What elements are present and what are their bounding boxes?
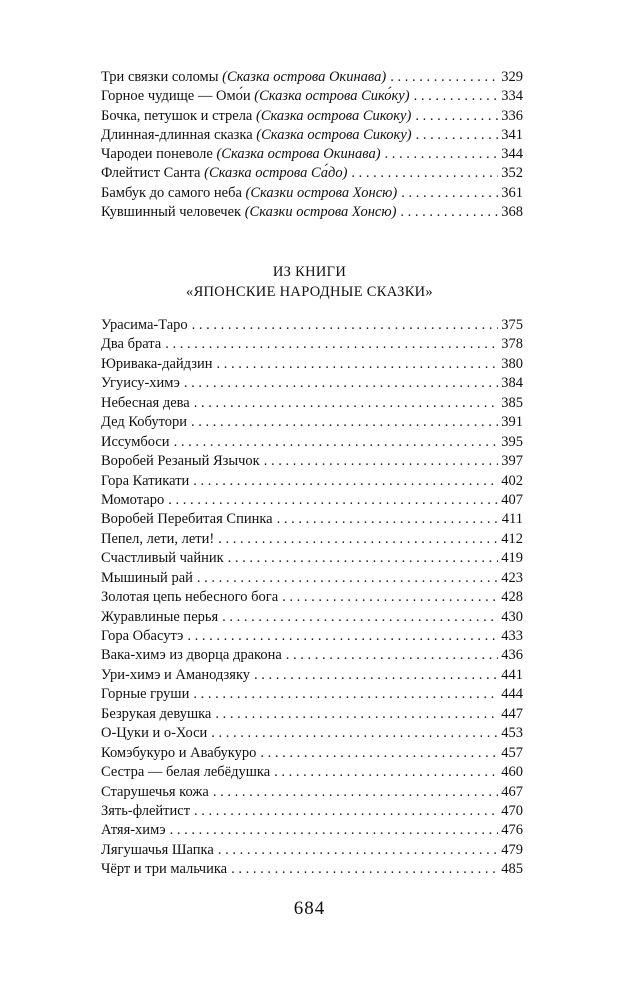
- dot-leader: [415, 107, 498, 126]
- entry-title: Урасима-Таро: [101, 317, 188, 333]
- entry-page-number: 395: [501, 433, 523, 450]
- toc-entry: [101, 433, 523, 452]
- entry-page-number: 368: [501, 204, 523, 221]
- dot-leader: [215, 705, 498, 724]
- entry-title: Гора Обасутэ: [101, 628, 184, 644]
- entry-title: Мышиный рай: [101, 569, 193, 586]
- entry-title: Момотаро: [101, 491, 165, 508]
- dot-leader: [385, 145, 499, 164]
- entry-page-number: 460: [501, 764, 523, 781]
- entry-page-number: 407: [501, 491, 523, 508]
- entry-page-number: 412: [501, 530, 523, 547]
- toc-entry: [101, 316, 523, 335]
- toc-entry: [101, 491, 523, 510]
- toc-entry: [101, 530, 523, 549]
- entry-title: Пепел, лети, лети!: [101, 530, 215, 547]
- dot-leader: [193, 685, 498, 704]
- entry-page-number: 441: [501, 666, 523, 683]
- entry-title: Горное чудище — Омо́и (Сказка острова Сико́ку): [101, 88, 410, 105]
- dot-leader: [193, 472, 498, 491]
- entry-page-number: 476: [501, 822, 523, 839]
- toc-entry: [101, 413, 523, 432]
- dot-leader: [165, 335, 498, 354]
- entry-title: Гора Катикати: [101, 472, 190, 489]
- entry-page-number: 485: [501, 861, 523, 878]
- dot-leader: [216, 355, 498, 374]
- toc-list-top: [101, 68, 523, 222]
- dot-leader: [192, 316, 499, 335]
- entry-title: Журавлиные перья: [101, 608, 219, 625]
- toc-entry: [101, 588, 523, 607]
- dot-leader: [168, 491, 498, 510]
- toc-entry: [101, 627, 523, 646]
- toc-entry: [101, 164, 523, 183]
- entry-subtitle: (Сказка острова Сико́ку): [254, 88, 410, 105]
- entry-page-number: 444: [501, 686, 523, 703]
- entry-title: Иссумбоси: [101, 433, 170, 450]
- toc-entry: [101, 860, 523, 879]
- dot-leader: [191, 413, 498, 432]
- entry-page-number: 467: [501, 783, 523, 800]
- entry-title: Воробей Перебитая Спинка: [101, 511, 273, 528]
- entry-page-number: 402: [501, 472, 523, 489]
- toc-entry: [101, 646, 523, 665]
- entry-page-number: 457: [501, 744, 523, 761]
- entry-page-number: 411: [501, 511, 523, 528]
- toc-entry: [101, 87, 523, 106]
- entry-page-number: 385: [501, 394, 523, 411]
- dot-leader: [174, 433, 499, 452]
- toc-entry: [101, 763, 523, 782]
- entry-title: Лягушачья Шапка: [101, 841, 214, 858]
- entry-title: Юривака-дайдзин: [101, 355, 213, 372]
- entry-title: Угуису-химэ: [101, 375, 180, 392]
- entry-title: Атяя-химэ: [101, 822, 166, 839]
- entry-title: Длинная-длинная сказка (Сказка острова Сикоку): [101, 126, 412, 143]
- toc-list-bottom: [101, 316, 523, 880]
- dot-leader: [264, 452, 499, 471]
- entry-title: Комэбукуро и Авабукуро: [101, 744, 257, 761]
- entry-subtitle: (Сказки острова Хонсю): [244, 204, 397, 221]
- entry-page-number: 423: [501, 569, 523, 586]
- entry-title: Зять-флейтист: [101, 802, 191, 819]
- toc-entry: [101, 802, 523, 821]
- toc-entry: [101, 724, 523, 743]
- toc-entry: [101, 685, 523, 704]
- entry-page-number: 397: [501, 453, 523, 470]
- entry-title: Бамбук до самого неба (Сказки острова Хонсю): [101, 184, 398, 201]
- dot-leader: [416, 126, 499, 145]
- toc-entry: [101, 841, 523, 860]
- toc-entry: [101, 472, 523, 491]
- dot-leader: [260, 744, 498, 763]
- entry-title: Кувшинный человечек (Сказки острова Хонсю): [101, 204, 397, 221]
- dot-leader: [254, 666, 498, 685]
- entry-title: Сестра — белая лебёдушка: [101, 764, 271, 781]
- entry-title: Бочка, петушок и стрела (Сказка острова Сикоку): [101, 107, 412, 124]
- entry-page-number: 470: [501, 802, 523, 819]
- entry-title: О-Цуки и о-Хоси: [101, 725, 208, 742]
- entry-title: Счастливый чайник: [101, 550, 224, 567]
- entry-title: Ури-химэ и Аманодзяку: [101, 666, 251, 683]
- entry-title: Чёрт и три мальчика: [101, 861, 228, 878]
- dot-leader: [184, 374, 498, 393]
- entry-page-number: 391: [501, 414, 523, 431]
- toc-entry: [101, 335, 523, 354]
- entry-title: Вака-химэ из дворца дракона: [101, 647, 282, 664]
- dot-leader: [228, 549, 499, 568]
- toc-entry: [101, 549, 523, 568]
- entry-page-number: 453: [501, 725, 523, 742]
- dot-leader: [400, 203, 498, 222]
- toc-entry: [101, 608, 523, 627]
- entry-page-number: 384: [501, 375, 523, 392]
- entry-page-number: 419: [501, 550, 523, 567]
- dot-leader: [282, 588, 498, 607]
- entry-title: Флейтист Санта (Сказка острова Са́до): [101, 165, 348, 182]
- entry-page-number: 361: [501, 184, 523, 201]
- toc-entry: [101, 510, 523, 529]
- dot-leader: [274, 763, 498, 782]
- dot-leader: [351, 164, 498, 183]
- toc-entry: [101, 783, 523, 802]
- entry-page-number: 341: [501, 126, 523, 143]
- dot-leader: [401, 184, 498, 203]
- toc-entry: [101, 107, 523, 126]
- entry-title: Три связки соломы (Сказка острова Окинава): [101, 69, 387, 85]
- dot-leader: [197, 569, 498, 588]
- section-heading-line2: «ЯПОНСКИЕ НАРОДНЫЕ СКАЗКИ»: [186, 284, 433, 300]
- dot-leader: [286, 646, 498, 665]
- dot-leader: [211, 724, 498, 743]
- dot-leader: [194, 394, 499, 413]
- entry-page-number: 375: [501, 317, 523, 333]
- entry-page-number: 479: [501, 841, 523, 858]
- entry-page-number: 433: [501, 628, 523, 644]
- toc-entry: [101, 355, 523, 374]
- dot-leader: [218, 530, 498, 549]
- toc-entry: [101, 394, 523, 413]
- dot-leader: [390, 68, 498, 87]
- entry-title: Чародеи поневоле (Сказка острова Окинава): [101, 146, 381, 163]
- toc-entry: [101, 184, 523, 203]
- dot-leader: [231, 860, 498, 879]
- entry-title: Старушечья кожа: [101, 783, 209, 800]
- entry-page-number: 447: [501, 705, 523, 722]
- toc-entry: [101, 705, 523, 724]
- dot-leader: [187, 627, 498, 646]
- toc-entry: [101, 145, 523, 164]
- entry-subtitle: (Сказки острова Хонсю): [245, 184, 398, 201]
- entry-subtitle: (Сказка острова Окинава): [222, 69, 387, 85]
- dot-leader: [170, 821, 499, 840]
- toc-entry: [101, 744, 523, 763]
- toc-entry: [101, 452, 523, 471]
- entry-title: Золотая цепь небесного бога: [101, 589, 279, 606]
- entry-title: Горные груши: [101, 686, 190, 703]
- entry-title: Дед Кобутори: [101, 414, 187, 431]
- dot-leader: [222, 608, 498, 627]
- entry-page-number: 378: [501, 336, 523, 353]
- dot-leader: [218, 841, 498, 860]
- entry-title: Воробей Резаный Язычок: [101, 453, 260, 470]
- dot-leader: [414, 87, 499, 106]
- toc-entry: [101, 569, 523, 588]
- entry-subtitle: (Сказка острова Са́до): [204, 165, 348, 182]
- dot-leader: [194, 802, 498, 821]
- entry-page-number: 428: [501, 589, 523, 606]
- entry-page-number: 430: [501, 608, 523, 625]
- page-number: 684: [293, 898, 326, 919]
- entry-page-number: 329: [501, 69, 523, 85]
- toc-entry: [101, 126, 523, 145]
- entry-subtitle: (Сказка острова Окинава): [216, 146, 381, 163]
- entry-page-number: 380: [501, 355, 523, 372]
- entry-title: Два брата: [101, 336, 162, 353]
- entry-page-number: 436: [501, 647, 523, 664]
- entry-subtitle: (Сказка острова Сикоку): [256, 126, 412, 143]
- toc-entry: [101, 374, 523, 393]
- entry-page-number: 344: [501, 146, 523, 163]
- toc-entry: [101, 203, 523, 222]
- section-heading-line1: ИЗ КНИГИ: [272, 264, 347, 280]
- dot-leader: [277, 510, 499, 529]
- toc-entry: [101, 821, 523, 840]
- entry-page-number: 336: [501, 107, 523, 124]
- entry-title: Небесная дева: [101, 394, 190, 411]
- toc-entry: [101, 666, 523, 685]
- dot-leader: [213, 783, 498, 802]
- toc-entry: [101, 68, 523, 87]
- entry-page-number: 334: [501, 88, 523, 105]
- entry-subtitle: (Сказка острова Сикоку): [256, 107, 412, 124]
- entry-title: Безрукая девушка: [101, 705, 212, 722]
- entry-page-number: 352: [501, 165, 523, 182]
